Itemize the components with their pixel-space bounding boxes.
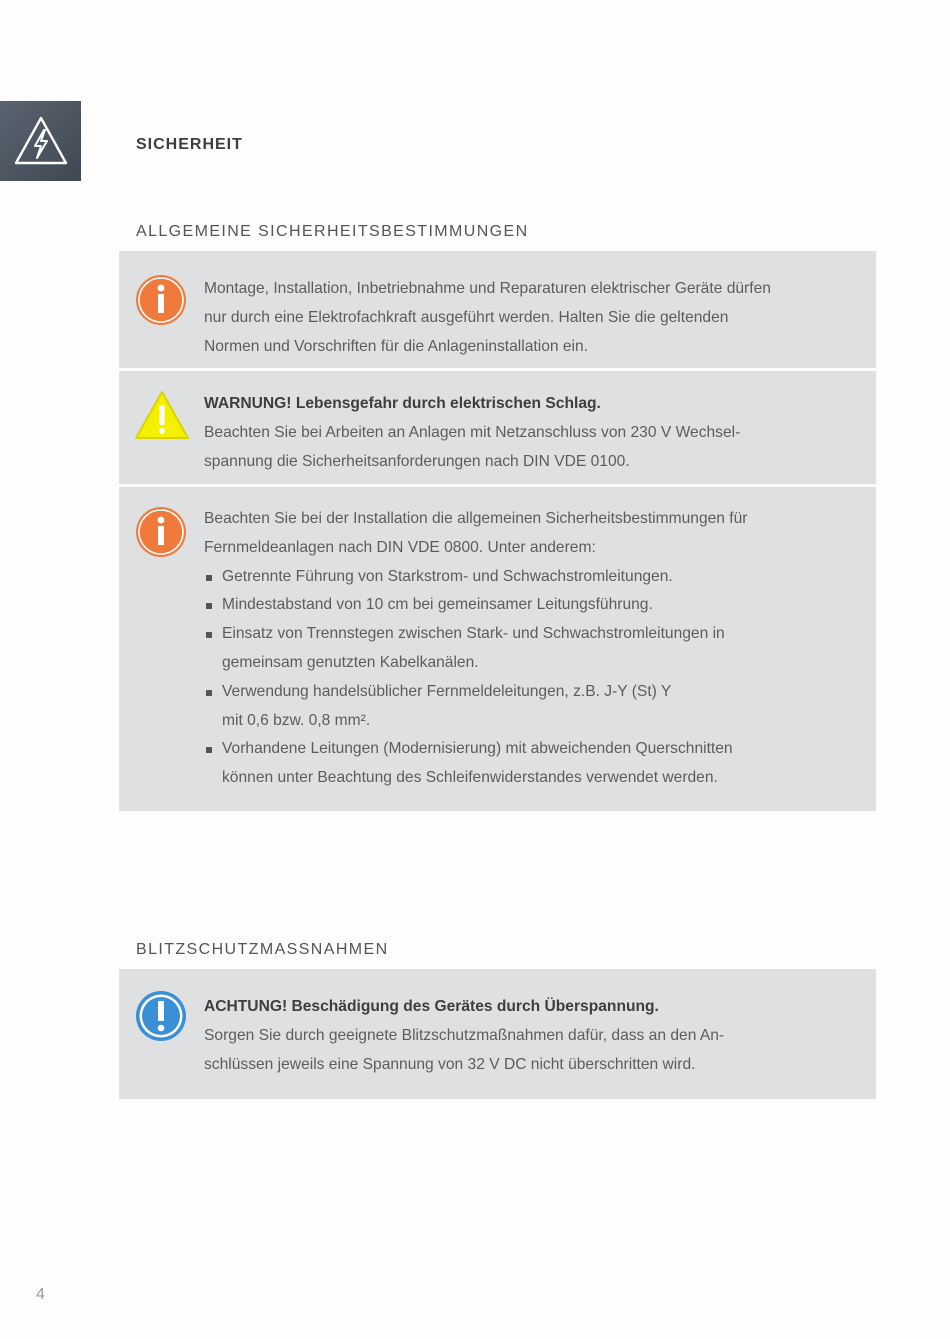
list-item [204, 678, 848, 736]
list-item-text: gemeinsam genutzten Kabelkanälen. [222, 653, 479, 671]
section-badge [0, 101, 81, 181]
info-icon [134, 505, 188, 559]
list-item-text: können unter Beachtung des Schleifenwiderstandes verwendet werden. [222, 769, 718, 787]
notice-box-overvoltage [119, 969, 876, 1099]
telecom-text [204, 505, 848, 793]
info-icon [134, 273, 188, 327]
info-box-telecom [119, 487, 876, 811]
text-line: Beachten Sie bei der Installation die allgemeinen Sicherheitsbestimmungen für [204, 510, 748, 527]
text-line: Normen und Vorschriften für die Anlageninstallation ein. [204, 337, 589, 355]
list-item [204, 563, 848, 592]
requirements-list [204, 563, 848, 793]
exclamation-circle-icon [134, 989, 188, 1043]
info-box-installation [119, 251, 876, 368]
list-item-text: mit 0,6 bzw. 0,8 mm². [222, 711, 371, 729]
text-line: Montage, Installation, Inbetriebnahme und Reparaturen elektrischer Geräte dürfen [204, 280, 771, 297]
text-line: nur durch eine Elektrofachkraft ausgeführt werden. Halten Sie die geltenden [204, 308, 729, 326]
text-line: spannung die Sicherheitsanforderungen nach DIN VDE 0100. [204, 452, 630, 470]
list-item-text: Verwendung handelsüblicher Fernmeldeleitungen, z.B. J-Y (St) Y [222, 682, 672, 700]
list-item [204, 735, 848, 793]
warning-title: WARNUNG! Lebensgefahr durch elektrischen Schlag. [204, 395, 601, 412]
text-line: Fernmeldeanlagen nach DIN VDE 0800. Unter anderem: [204, 538, 596, 556]
warning-triangle-icon [134, 389, 190, 441]
text-line: Sorgen Sie durch geeignete Blitzschutzmaßnahmen dafür, dass an den An- [204, 1026, 725, 1044]
list-item [204, 620, 848, 678]
section-heading-general: ALLGEMEINE SICHERHEITSBESTIMMUNGEN [136, 223, 529, 240]
page-number: 4 [36, 1286, 45, 1303]
high-voltage-warning-icon [13, 115, 69, 167]
list-item-text: Mindestabstand von 10 cm bei gemeinsamer Leitungsführung. [222, 596, 653, 614]
warning-box-electric-shock [119, 371, 876, 484]
text-line: schlüssen jeweils eine Spannung von 32 V DC nicht überschritten wird. [204, 1055, 696, 1073]
list-item [204, 591, 848, 620]
list-item-text: Vorhandene Leitungen (Modernisierung) mit abweichenden Querschnitten [222, 740, 733, 758]
list-item-text: Getrennte Führung von Starkstrom- und Schwachstromleitungen. [222, 567, 673, 585]
notice-title: ACHTUNG! Beschädigung des Gerätes durch Überspannung. [204, 998, 659, 1015]
notice-text [204, 993, 848, 1079]
section-heading-lightning: BLITZSCHUTZMASSNAHMEN [136, 941, 389, 958]
list-item-text: Einsatz von Trennstegen zwischen Stark- und Schwachstromleitungen in [222, 625, 725, 643]
text-line: Beachten Sie bei Arbeiten an Anlagen mit Netzanschluss von 230 V Wechsel- [204, 423, 741, 441]
warning-text [204, 390, 848, 476]
info-text [204, 275, 848, 361]
page-title: SICHERHEIT [136, 136, 243, 153]
